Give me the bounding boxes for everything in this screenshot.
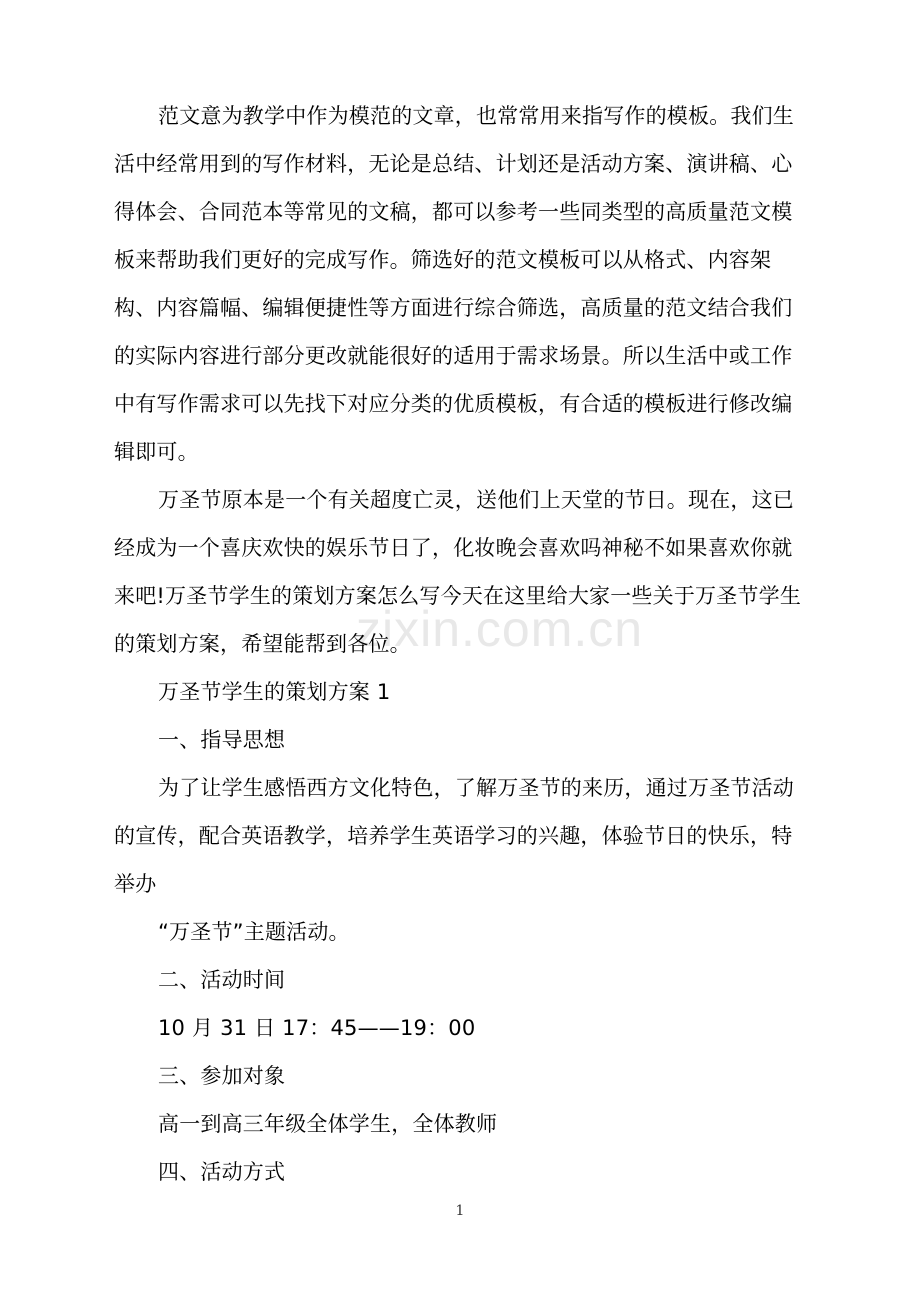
paragraph-halloween-intro: 万圣节原本是一个有关超度亡灵，送他们上天堂的节日。现在，这已经成为一个喜庆欢快的娱乐节日了，化妆晚会喜欢吗神秘不如果喜欢你就来吧!万圣节学生的策划方案怎么写今天在这里给大家一些关于万圣节学生的策划方案，希望能帮到各位。	[114, 488, 802, 656]
section-title: 万圣节学生的策划方案 1	[158, 680, 391, 704]
heading-participants: 三、参加对象	[158, 1064, 286, 1088]
heading-activity-time: 二、活动时间	[158, 968, 286, 992]
heading-guiding-ideology: 一、指导思想	[158, 728, 286, 752]
paragraph-guiding-ideology: 为了让学生感悟西方文化特色，了解万圣节的来历，通过万圣节活动的宣传，配合英语教学，培养学生英语学习的兴趣，体验节日的快乐，特举办	[114, 776, 794, 896]
document-body	[114, 92, 806, 1196]
paragraph-intro: 范文意为教学中作为模范的文章，也常常用来指写作的模板。我们生活中经常用到的写作材料，无论是总结、计划还是活动方案、演讲稿、心得体会、合同范本等常见的文稿，都可以参考一些同类型的高质量范文模板来帮助我们更好的完成写作。筛选好的范文模板可以从格式、内容架构、内容篇幅、编辑便捷性等方面进行综合筛选，高质量的范文结合我们的实际内容进行部分更改就能很好的适用于需求场景。所以生活中或工作中有写作需求可以先找下对应分类的优质模板，有合适的模板进行修改编辑即可。	[114, 104, 794, 464]
heading-activity-method: 四、活动方式	[158, 1160, 286, 1184]
paragraph-theme-activity: “万圣节”主题活动。	[158, 920, 350, 944]
page-number: 1	[455, 1203, 465, 1219]
paragraph-activity-time: 10 月 31 日 17：45——19：00	[158, 1016, 476, 1040]
paragraph-participants: 高一到高三年级全体学生，全体教师	[158, 1112, 498, 1136]
watermark: zixin.com.cn	[356, 601, 644, 657]
